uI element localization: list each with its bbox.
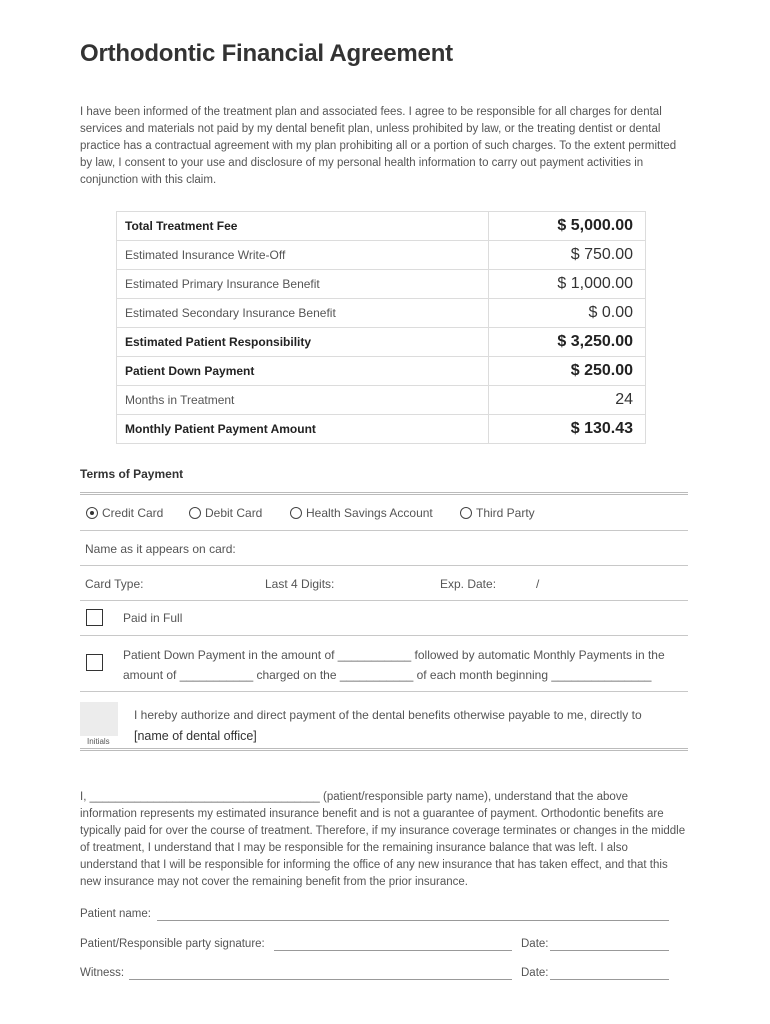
fee-value: $ 5,000.00: [489, 212, 646, 241]
fee-label: Monthly Patient Payment Amount: [117, 415, 489, 444]
table-row: [117, 357, 646, 386]
table-row: [117, 212, 646, 241]
card-name-label: Name as it appears on card:: [85, 542, 236, 556]
table-row: [117, 386, 646, 415]
exp-date-label: Exp. Date:: [440, 577, 497, 591]
card-type-label: Card Type:: [85, 577, 144, 591]
exp-date-separator: /: [536, 577, 540, 591]
divider: [80, 565, 688, 566]
radio-icon[interactable]: [189, 507, 201, 519]
signature-field[interactable]: [274, 950, 512, 951]
date-label: Date:: [521, 967, 549, 979]
last-4-digits-label: Last 4 Digits:: [265, 577, 335, 591]
table-row: [117, 328, 646, 357]
divider: [80, 691, 688, 692]
option-credit-card[interactable]: [86, 506, 163, 520]
option-debit-card[interactable]: [189, 506, 262, 520]
down-payment-checkbox[interactable]: [86, 654, 103, 671]
intro-paragraph: I have been informed of the treatment plan and associated fees. I agree to be responsible for all charges for dental services and materials not paid by my dental benefit plan, unless prohibited by law, or the treating dentist or dental practice has a contractual agreement with my plan prohibiting all or a portion of such charges. To the extent permitted by law, I consent to your use and disclosure of my personal health information to carry out payment activities in conjunction with this claim.: [80, 106, 677, 186]
fee-label: Months in Treatment: [117, 386, 489, 415]
fee-label: Estimated Secondary Insurance Benefit: [117, 299, 489, 328]
fee-value: $ 750.00: [489, 241, 646, 270]
fee-label: Estimated Insurance Write-Off: [117, 241, 489, 270]
divider: [80, 492, 688, 495]
fee-value: $ 250.00: [489, 357, 646, 386]
table-row: [117, 270, 646, 299]
option-health-savings-account[interactable]: [290, 506, 433, 520]
terms-title: Terms of Payment: [80, 467, 184, 481]
signature-label: Patient/Responsible party signature:: [80, 938, 265, 950]
fee-value: 24: [489, 386, 646, 415]
option-label: Third Party: [476, 506, 535, 520]
divider: [80, 600, 688, 601]
fee-label: Estimated Primary Insurance Benefit: [117, 270, 489, 299]
divider: [80, 635, 688, 636]
table-row: [117, 415, 646, 444]
paid-in-full-checkbox[interactable]: [86, 609, 103, 626]
option-third-party[interactable]: [460, 506, 535, 520]
date-field[interactable]: [550, 950, 669, 951]
fees-table: [116, 211, 646, 444]
date-label: Date:: [521, 938, 549, 950]
fee-label: Total Treatment Fee: [117, 212, 489, 241]
down-payment-text: Patient Down Payment in the amount of ___________ followed by automatic Monthly Payments in the: [123, 648, 665, 662]
table-row: [117, 299, 646, 328]
fee-value: $ 0.00: [489, 299, 646, 328]
option-label: Credit Card: [102, 506, 164, 520]
paid-in-full-label: Paid in Full: [123, 611, 183, 625]
fee-label: Patient Down Payment: [117, 357, 489, 386]
fee-value: $ 130.43: [489, 415, 646, 444]
fee-value: $ 3,250.00: [489, 328, 646, 357]
witness-field[interactable]: [129, 979, 512, 980]
radio-icon[interactable]: [460, 507, 472, 519]
patient-name-field[interactable]: [157, 920, 669, 921]
option-label: Health Savings Account: [306, 506, 433, 520]
initials-field[interactable]: [80, 702, 118, 736]
authorize-text: I hereby authorize and direct payment of the dental benefits otherwise payable to me, directly to: [134, 708, 642, 722]
option-label: Debit Card: [205, 506, 263, 520]
date-field[interactable]: [550, 979, 669, 980]
statement-paragraph: I, ____________________________________ (patient/responsible party name), understand that the above information represents my estimated insurance benefit and is not a guarantee of payment. Orthodontic benefits are typically paid for over the course of treatment. Therefore, if my insurance coverage terminates or changes in the middle of treatment, I understand that I may be responsible for the remaining insurance balance that was left. I also understand that I will be responsible for informing the office of any new insurance that has taken effect, and that this new insurance may not cover the remaining benefit from the prior insurance.: [80, 791, 686, 888]
page-title: Orthodontic Financial Agreement: [80, 40, 453, 67]
initials-label: Initials: [87, 737, 110, 746]
fee-label: Estimated Patient Responsibility: [117, 328, 489, 357]
monthly-payment-text: amount of ___________ charged on the ___________ of each month beginning _______________: [123, 668, 652, 682]
patient-name-label: Patient name:: [80, 908, 151, 920]
radio-selected-icon[interactable]: [86, 507, 98, 519]
witness-label: Witness:: [80, 967, 125, 979]
radio-icon[interactable]: [290, 507, 302, 519]
dental-office-name: [name of dental office]: [134, 729, 257, 743]
divider: [80, 748, 688, 751]
fee-value: $ 1,000.00: [489, 270, 646, 299]
table-row: [117, 241, 646, 270]
divider: [80, 530, 688, 531]
